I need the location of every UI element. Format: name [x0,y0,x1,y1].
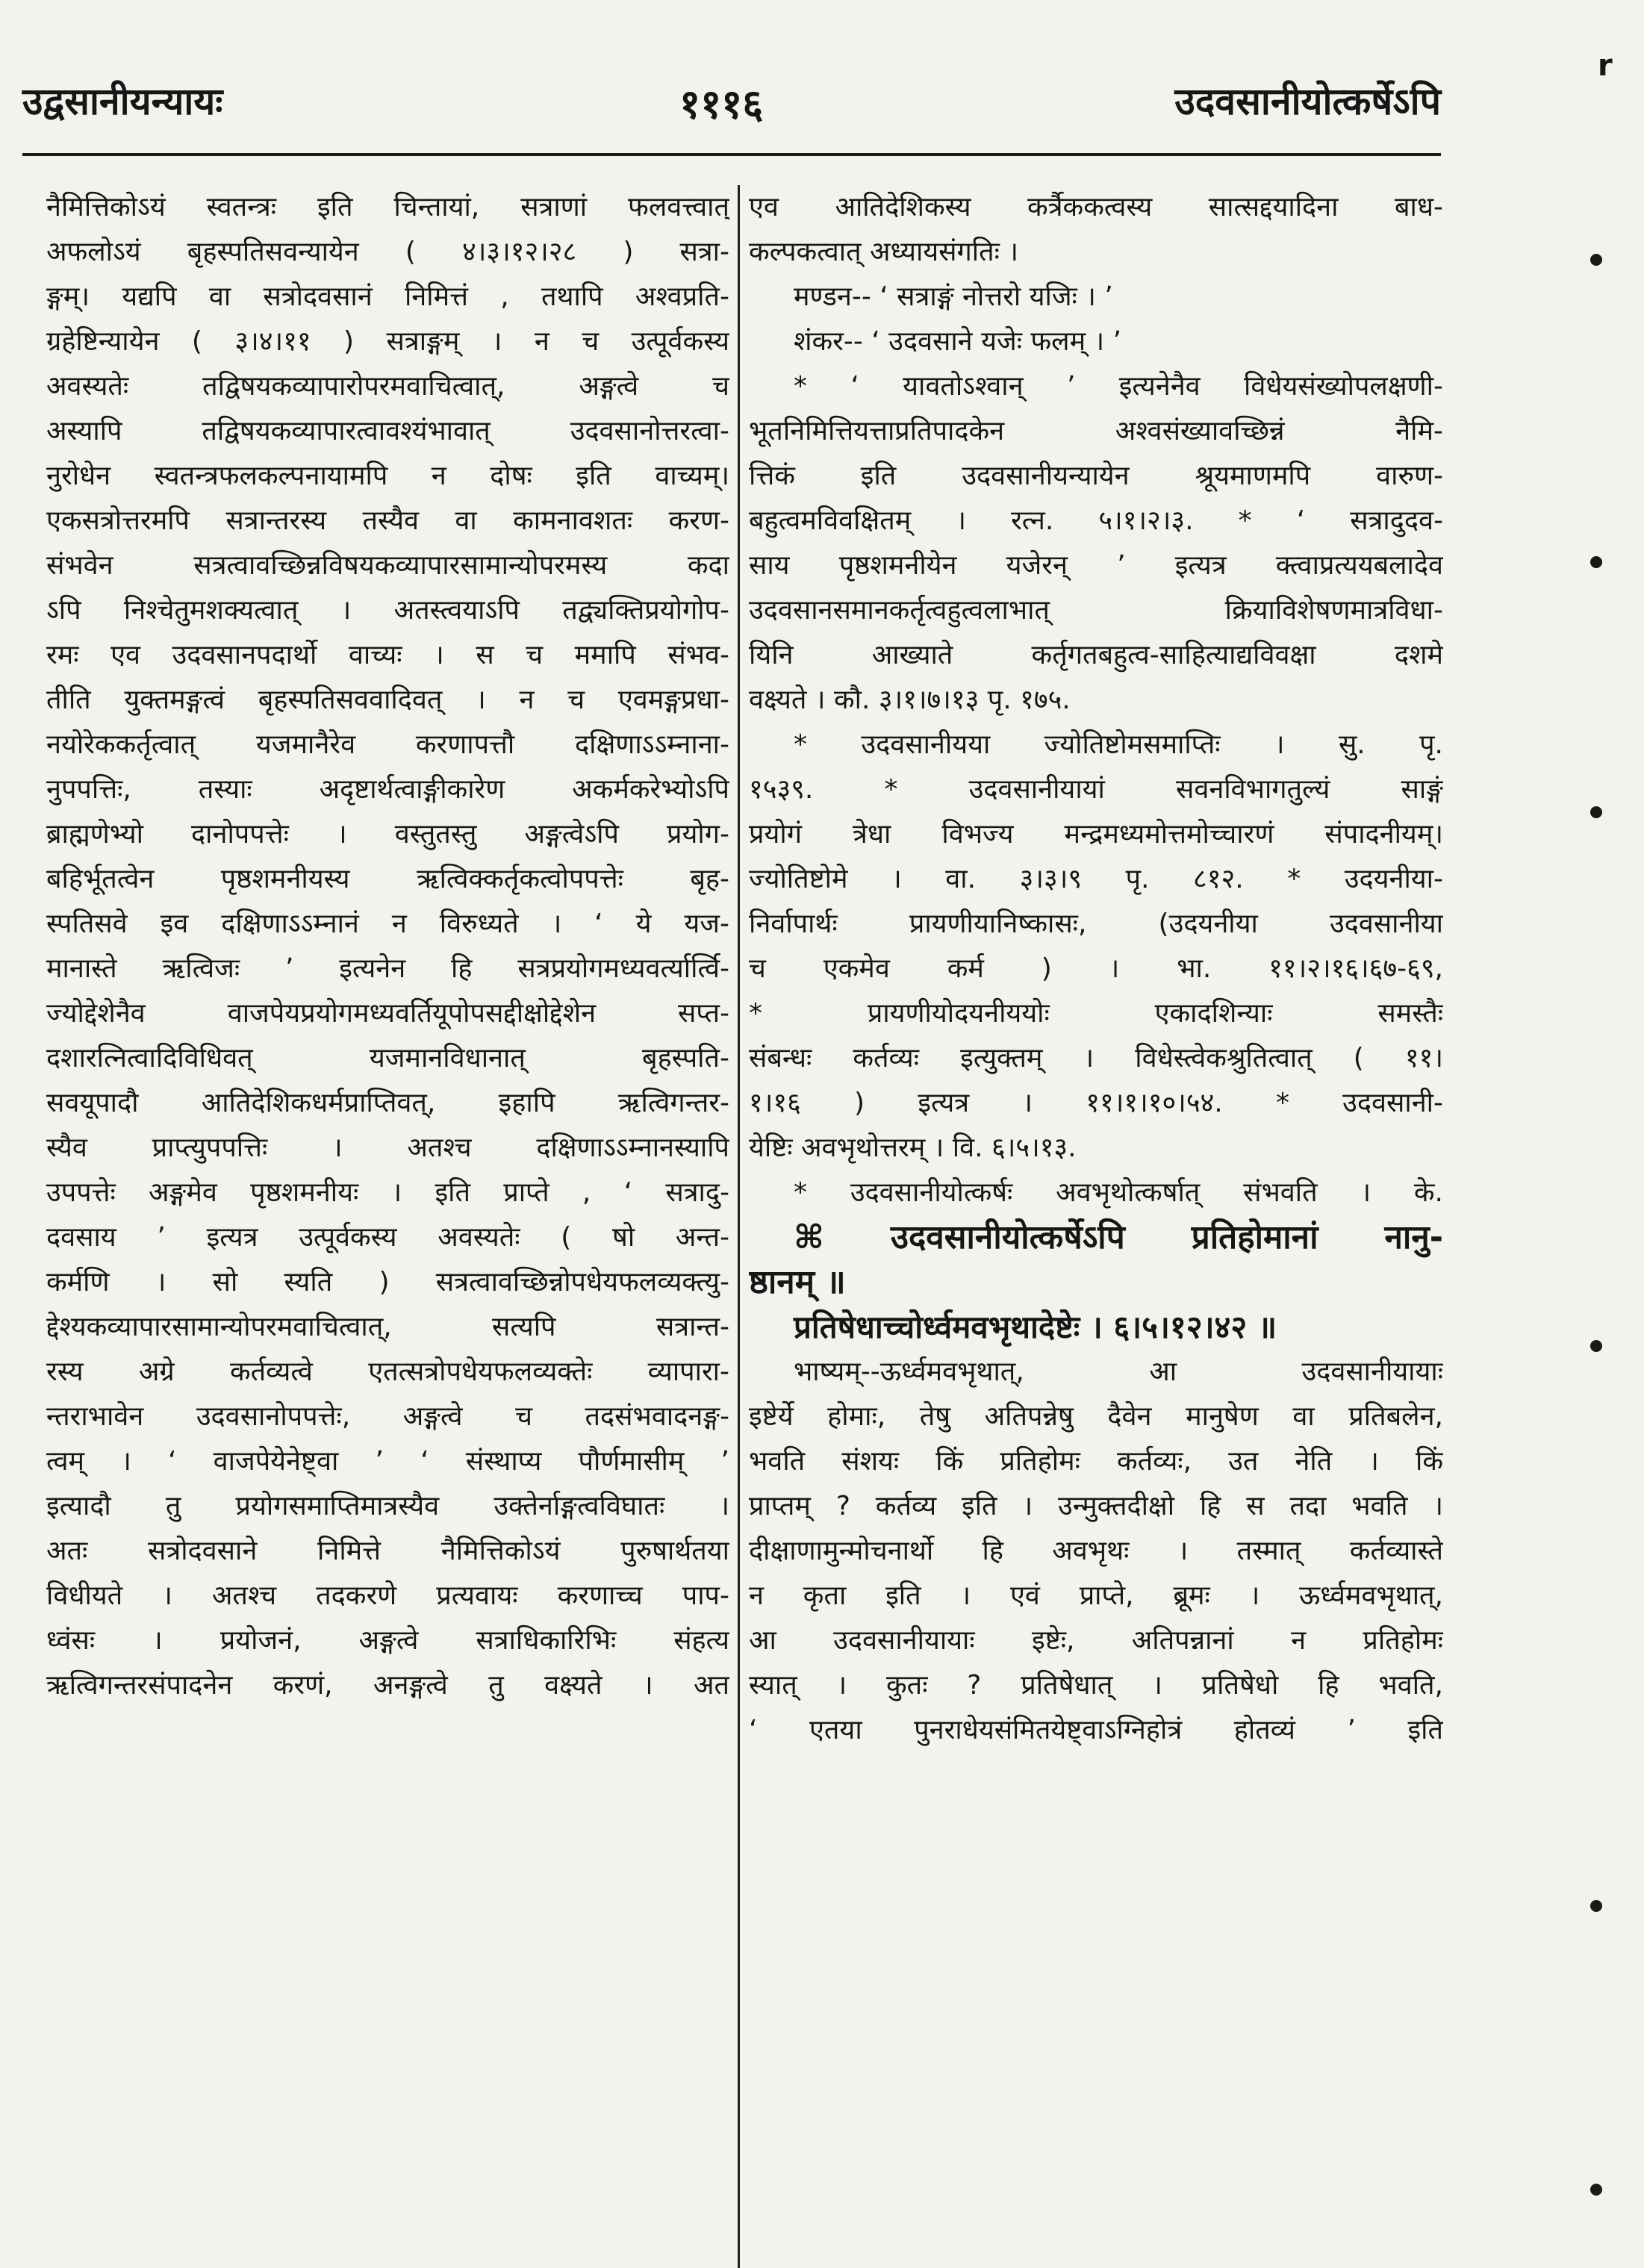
text-line: अस्यापि तद्विषयकव्यापारत्वावश्यंभावात् उदवसानोत्तरत्वा- [46,416,729,446]
text-line: नुरोधेन स्वतन्त्रफलकल्पनायामपि न दोषः इति वाच्यम्। [46,461,729,491]
text-line: अफलोऽयं बृहस्पतिसवन्यायेन ( ४।३।१२।२८ ) सत्रा- [46,237,729,267]
text-line: उदवसानसमानकर्तृत्वहुत्वलाभात् क्रियाविशेषणमात्रविधा- [749,595,1443,626]
text-line: इष्टेर्ये होमाः, तेषु अतिपन्नेषु दैवेन मानुषेण वा प्रतिबलेन, [749,1401,1443,1432]
text-line: कल्पकत्वात् अध्यायसंगतिः । [749,237,1018,267]
margin-marks [1590,0,1644,2234]
text-line: ऋत्विगन्तरसंपादनेन करणं, अनङ्गत्वे तु वक्ष्यते । अत [46,1670,729,1701]
text-line: प्राप्तम् ? कर्तव्य इति । उन्मुक्तदीक्षो हि स तदा भवति । [749,1491,1443,1521]
right-column [749,185,1443,1753]
text-line: तीति युक्तमङ्गत्वं बृहस्पतिसववादिवत् । न च एवमङ्गप्रधा- [46,685,729,715]
text-line: च एकमेव कर्म ) । भा. ११।२।१६।६७-६९, [749,953,1443,984]
text-line: निर्वापार्थः प्रायणीयानिष्कासः, (उदयनीया उदवसानीया [749,909,1443,939]
text-line: रस्य अग्रे कर्तव्यत्वे एतत्सत्रोपधेयफलव्यक्तेः व्यापारा- [46,1356,729,1387]
running-head-right: उदवसानीयोत्कर्षेऽपि [1174,80,1441,123]
text-line: त्तिकं इति उदवसानीयन्यायेन श्रूयमाणमपि वारुण- [749,461,1443,491]
margin-mark [1590,1340,1602,1352]
left-column [46,185,729,1708]
text-line: नुपपत्तिः, तस्याः अदृष्टार्थत्वाङ्गीकारेण अकर्मकरेभ्योऽपि [46,774,729,805]
quote-shankara: शंकर-- ‘ उदवसाने यजेः फलम् । ’ [794,326,1122,357]
text-line: उपपत्तेः अङ्गमेव पृष्ठशमनीयः । इति प्राप्ते , ‘ सत्रादु- [46,1177,729,1208]
text-line: स्यात् । कुतः ? प्रतिषेधात् । प्रतिषेधो हि भवति, [749,1670,1443,1701]
page-header [22,75,1441,134]
text-line: यिनि आख्याते कर्तृगतबहुत्व-साहित्याद्यविवक्षा दशमे [749,640,1443,670]
text-line: नयोरेककर्तृत्वात् यजमानैरेव करणापत्तौ दक्षिणाऽऽम्नाना- [46,729,729,760]
text-line: * प्रायणीयोदयनीययोः एकादशिन्याः समस्तैः [749,998,1443,1029]
text-line: एव आतिदेशिकस्य कर्त्रैककत्वस्य सात्सद्दयादिना बाध- [749,192,1443,222]
text-line: अवस्यतेः तद्विषयकव्यापारोपरमवाचित्वात्, अङ्गत्वे च [46,371,729,402]
text-line: साय पृष्ठशमनीयेन यजेरन् ’ इत्यत्र क्त्वाप्रत्ययबलादेव [749,550,1443,581]
text-line: संभवेन सत्रत्वावच्छिन्नविषयकव्यापारसामान्योपरमस्य कदा [46,550,729,581]
text-line: भवति संशयः किं प्रतिहोमः कर्तव्यः, उत नेति । किं [749,1446,1443,1477]
text-line: ब्राह्मणेभ्यो दानोपपत्तेः । वस्तुतस्तु अङ्गत्वेऽपि प्रयोग- [46,819,729,850]
running-head-left: उद्वसानीयन्यायः [22,80,223,123]
text-line: सवयूपादौ आतिदेशिकधर्मप्राप्तिवत्, इहापि ऋत्विगन्तर- [46,1088,729,1118]
text-line: ज्योद्देशेनैव वाजपेयप्रयोगमध्यवर्तियूपोपसद्दीक्षोद्देशेन सप्त- [46,998,729,1029]
header-rule [22,153,1441,156]
text-line: दीक्षाणामुन्मोचनार्थो हि अवभृथः । तस्मात् कर्तव्यास्ते [749,1536,1443,1566]
text-line: न्तराभावेन उदवसानोपपत्तेः, अङ्गत्वे च तदसंभवादनङ्ग- [46,1401,729,1432]
sutra-line: प्रतिषेधाच्चोर्ध्वमवभृथादेष्टेः । ६।५।१२।४२ ॥ [794,1309,1277,1345]
text-line: द्देश्यकव्यापारसामान्योपरमवाचित्वात्, सत्यपि सत्रान्त- [46,1312,729,1342]
text-line: विधीयते । अतश्च तदकरणे प्रत्यवायः करणाच्च पाप- [46,1580,729,1611]
text-line: ऽपि निश्चेतुमशक्यत्वात् । अतस्त्वयाऽपि तद्व्यक्तिप्रयोगोप- [46,595,729,626]
text-line: स्पतिसवे इव दक्षिणाऽऽम्नानं न विरुध्यते । ‘ ये यज- [46,909,729,939]
adhikarana-heading: ⌘ उदवसानीयोत्कर्षेऽपि प्रतिहोमानां नानु- [794,1218,1443,1256]
text-line: बहुत्वमविवक्षितम् । रत्न. ५।१।२।३. * ‘ सत्रादुदव- [749,505,1443,536]
text-line: न कृता इति । एवं प्राप्ते, ब्रूमः । ऊर्ध्वमवभृथात्, [749,1580,1443,1611]
text-line: नैमित्तिकोऽयं स्वतन्त्रः इति चिन्तायां, सत्राणां फलवत्त्वात् [46,192,729,222]
text-line: ङ्गम्। यद्यपि वा सत्रोदवसानं निमित्तं , तथापि अश्वप्रति- [46,281,729,312]
text-line: ज्योतिष्टोमे । वा. ३।३।९ पृ. ८१२. * उदयनीया- [749,864,1443,894]
text-line: ध्वंसः । प्रयोजनं, अङ्गत्वे सत्राधिकारिभिः संहत्य [46,1625,729,1656]
text-line: रमः एव उदवसानपदार्थो वाच्यः । स च ममापि संभव- [46,640,729,670]
text-line: दशारत्नित्वादिविधिवत् यजमानविधानात् बृहस्पति- [46,1043,729,1074]
note-line: * उदवसानीयया ज्योतिष्टोमसमाप्तिः । सु. पृ. [794,729,1443,760]
text-line: १५३९. * उदवसानीयायां सवनविभागतुल्यं साङ्गं [749,774,1443,805]
text-line: ग्रहेष्टिन्यायेन ( ३।४।११ ) सत्राङ्गम् । न च उत्पूर्वकस्य [46,326,729,357]
column-divider [738,185,740,2268]
corner-mark: r [1598,49,1613,83]
text-line: इत्यादौ तु प्रयोगसमाप्तिमात्रस्यैव उक्तेर्नाङ्गत्वविघातः । [46,1491,729,1521]
page-number: १११६ [679,81,764,128]
margin-mark [1590,556,1602,568]
text-line: भूतनिमित्तियत्ताप्रतिपादकेन अश्वसंख्यावच्छिन्नं नैमि- [749,416,1443,446]
bhashya-start: भाष्यम्--ऊर्ध्वमवभृथात्, आ उदवसानीयायाः [794,1356,1443,1387]
text-line: संबन्धः कर्तव्यः इत्युक्तम् । विधेस्त्वेकश्रुतित्वात् ( ११। [749,1043,1443,1074]
text-line: एकसत्रोत्तरमपि सत्रान्तरस्य तस्यैव वा कामनावशतः करण- [46,505,729,536]
margin-mark [1590,1900,1602,1912]
text-line: येष्टिः अवभृथोत्तरम् । वि. ६।५।१३. [749,1133,1077,1163]
margin-mark [1590,2184,1602,2196]
text-line: कर्मणि । सो स्यति ) सत्रत्वावच्छिन्नोपधेयफलव्यक्त्यु- [46,1267,729,1297]
text-line: दवसाय ’ इत्यत्र उत्पूर्वकस्य अवस्यतेः ( षो अन्त- [46,1222,729,1253]
text-line: आ उदवसानीयायाः इष्टेः, अतिपन्नानां न प्रतिहोमः [749,1625,1443,1656]
text-line: स्यैव प्राप्त्युपपत्तिः । अतश्च दक्षिणाऽऽम्नानस्यापि [46,1133,729,1163]
note-line: * ‘ यावतोऽश्वान् ’ इत्यनेनैव विधेयसंख्योपलक्षणी- [794,371,1443,402]
text-line: १।१६ ) इत्यत्र । ११।१।१०।५४. * उदवसानी- [749,1088,1443,1118]
quote-mandana: मण्डन-- ‘ सत्राङ्गं नोत्तरो यजिः । ’ [794,281,1113,312]
margin-mark [1590,254,1602,266]
text-line: अतः सत्रोदवसाने निमित्ते नैमित्तिकोऽयं पुरुषार्थतया [46,1536,729,1566]
text-line: ‘ एतया पुनराधेयसंमितयेष्ट्वाऽग्निहोत्रं होतव्यं ’ इति [749,1715,1443,1745]
text-line: बहिर्भूतत्वेन पृष्ठशमनीयस्य ऋत्विक्कर्तृकत्वोपपत्तेः बृह- [46,864,729,894]
text-line: त्वम् । ‘ वाजपेयेनेष्ट्वा ’ ‘ संस्थाप्य पौर्णमासीम् ’ [46,1446,729,1477]
text-line: मानास्ते ऋत्विजः ’ इत्यनेन हि सत्रप्रयोगमध्यवर्त्यार्त्वि- [46,953,729,984]
adhikarana-heading-cont: ष्ठानम् ॥ [749,1263,846,1301]
text-line: वक्ष्यते । कौ. ३।१।७।१३ पृ. १७५. [749,685,1071,715]
note-line: * उदवसानीयोत्कर्षः अवभृथोत्कर्षात् संभवति । के. [794,1177,1443,1208]
text-line: प्रयोगं त्रेधा विभज्य मन्द्रमध्यमोत्तमोच्चारणं संपादनीयम्। [749,819,1443,850]
margin-mark [1590,806,1602,818]
